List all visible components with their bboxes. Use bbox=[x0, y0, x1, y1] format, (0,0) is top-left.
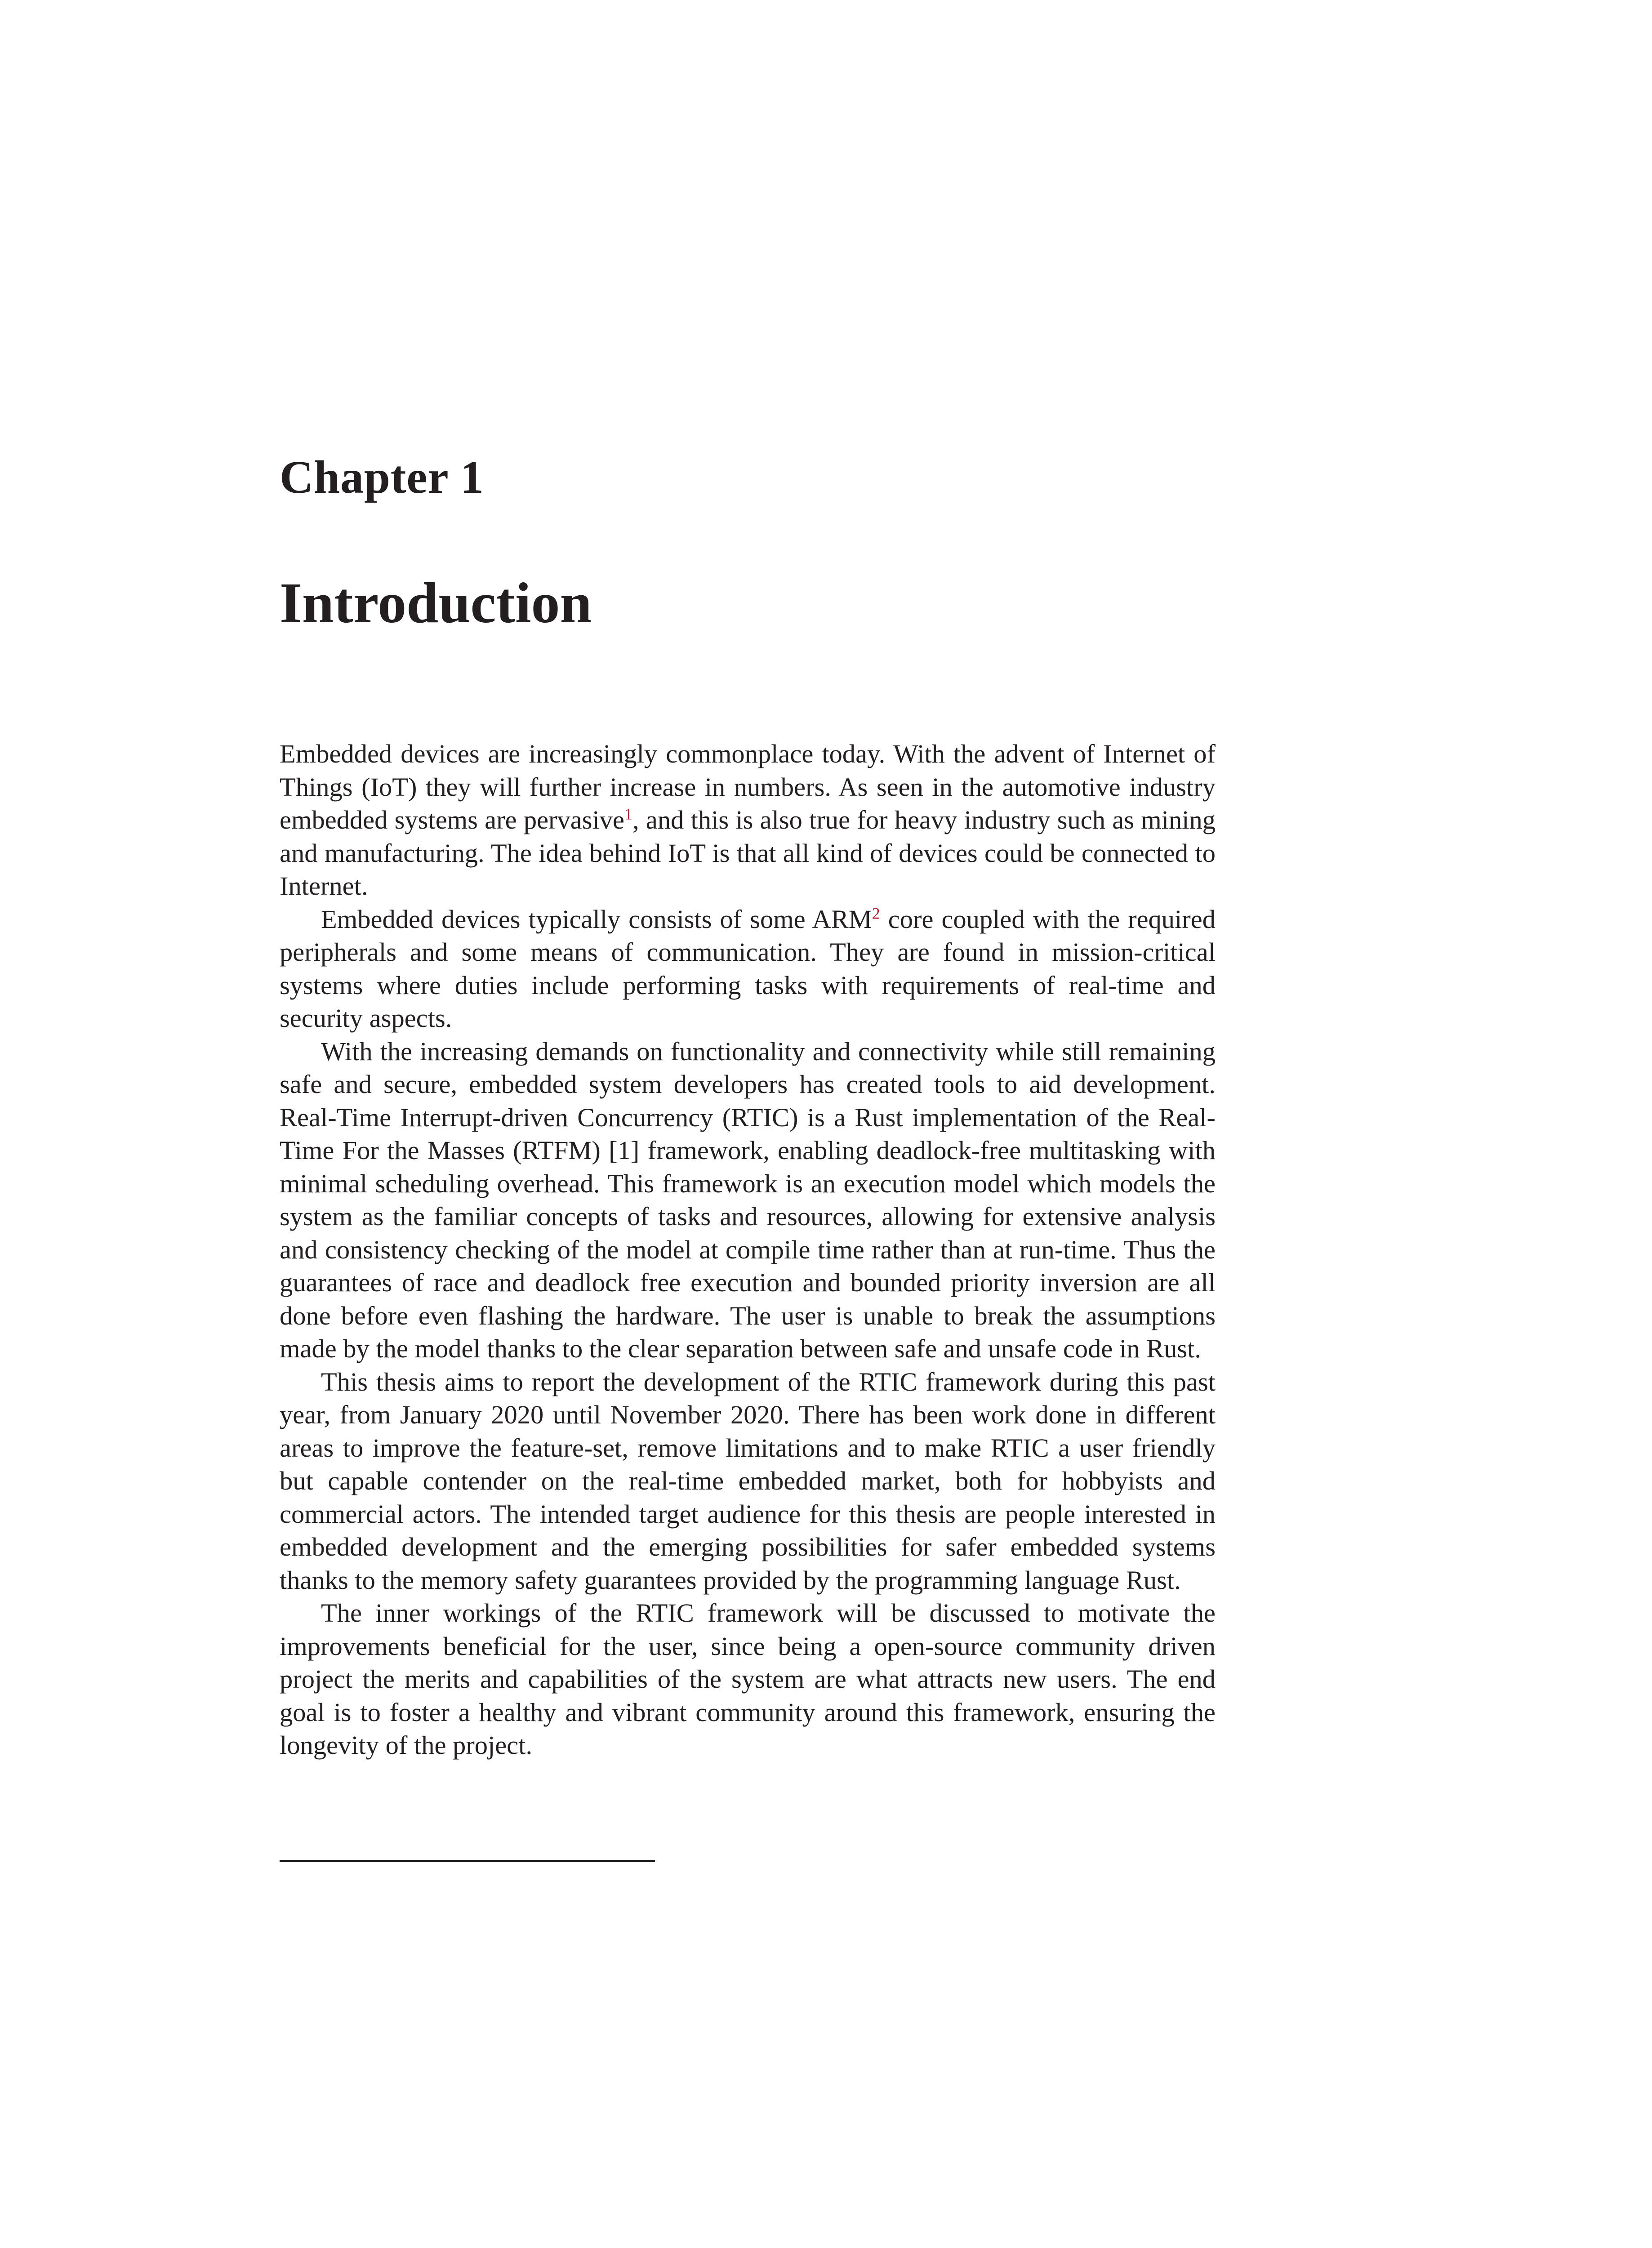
paragraph-5: The inner workings of the RTIC framework will be discussed to motivate the improvements beneficial for the user, since being a open-source community driven project the merits and capabilities of the system are what attracts new users. The end goal is to foster a healthy and vibrant community around this framework, ensuring the longevity of the project. bbox=[280, 1598, 1216, 1760]
paragraph-2-text-a: Embedded devices typically consists of some ARM bbox=[321, 904, 872, 934]
paragraph-2-text-b: core coupled with the required peripherals and some means of communication. They are found in mission-critical systems where duties include performing tasks with requirements of real-time and security aspects. bbox=[280, 904, 1216, 1033]
paragraph-4: This thesis aims to report the development of the RTIC framework during this past year, from January 2020 until November 2020. There has been work done in different areas to improve the feature-set, remove limitations and to make RTIC a user friendly but capable contender on the real-time embedded market, both for hobbyists and commercial actors. The intended target audience for this thesis are people interested in embedded development and the emerging possibilities for safer embedded systems thanks to the memory safety guarantees provided by the programming language Rust. bbox=[280, 1367, 1216, 1595]
footnote-divider bbox=[280, 1860, 655, 1862]
footnote-marker-2[interactable]: 2 bbox=[872, 904, 880, 922]
chapter-label: Chapter 1 bbox=[280, 451, 484, 503]
paragraph-1 bbox=[280, 737, 1216, 903]
paragraph-2 bbox=[280, 903, 1216, 1035]
chapter-body bbox=[280, 737, 1216, 1762]
paragraph-3: With the increasing demands on functionality and connectivity while still remaining safe and secure, embedded system developers has created tools to aid development. Real-Time Interrupt-driven Concurrency (RTIC) is a Rust implementation of the Real-Time For the Masses (RTFM) [1] framework, enabling deadlock-free multitasking with minimal scheduling overhead. This framework is an execution model which models the system as the familiar concepts of tasks and resources, allowing for extensive analysis and consistency checking of the model at compile time rather than at run-time. Thus the guarantees of race and deadlock free execution and bounded priority inversion are all done before even flashing the hardware. The user is unable to break the assumptions made by the model thanks to the clear separation between safe and unsafe code in Rust. bbox=[280, 1036, 1216, 1363]
paragraph-1-text-b: , and this is also true for heavy industry such as mining and manufacturing. The idea behind IoT is that all kind of devices could be connected to Internet. bbox=[280, 805, 1216, 901]
chapter-title: Introduction bbox=[280, 571, 592, 635]
paragraph-1-text-a: Embedded devices are increasingly commonplace today. With the advent of Internet of Things (IoT) they will further increase in numbers. As seen in the automotive industry embedded systems are pervasive bbox=[280, 739, 1216, 834]
footnote-marker-1[interactable]: 1 bbox=[624, 805, 632, 823]
